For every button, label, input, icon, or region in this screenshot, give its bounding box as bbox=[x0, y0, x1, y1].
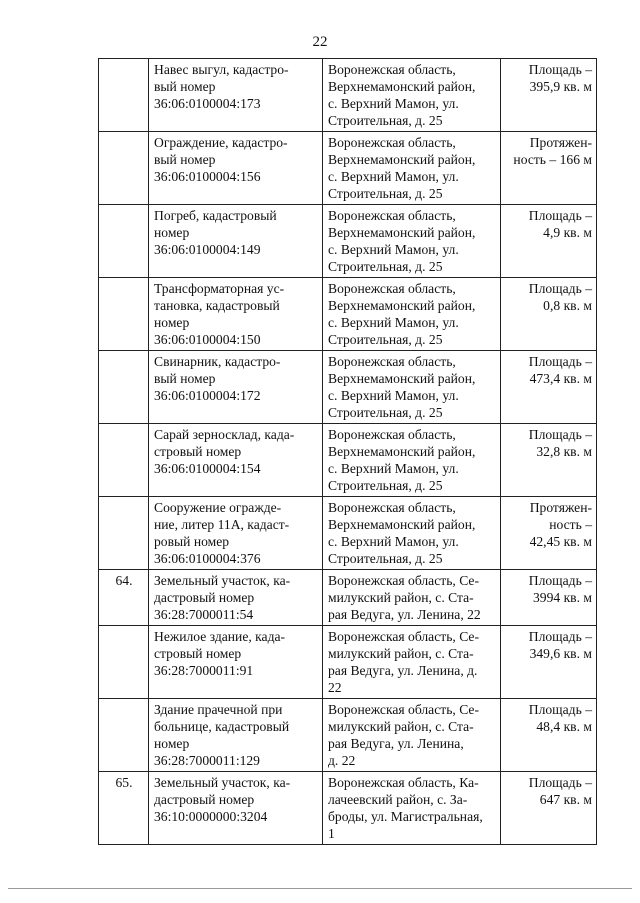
address-text: Воронежская область, Верхнемамонский район, с. Верхний Мамон, ул. Строительная, д. 25 bbox=[328, 500, 476, 566]
address-text: Воронежская область, Се- милукский район, с. Ста- рая Ведуга, ул. Ленина, 22 bbox=[328, 573, 481, 622]
address-cell bbox=[323, 772, 501, 845]
address-cell bbox=[323, 497, 501, 570]
object-name-text: Нежилое здание, када- стровый номер 36:28:7000011:91 bbox=[154, 629, 286, 678]
area-cell bbox=[501, 132, 597, 205]
row-number-cell bbox=[99, 59, 149, 132]
object-name-text: Свинарник, кадастро- вый номер 36:06:0100004:172 bbox=[154, 354, 281, 403]
object-name-cell bbox=[149, 424, 323, 497]
row-number-cell bbox=[99, 424, 149, 497]
row-number-cell bbox=[99, 772, 149, 845]
row-number-cell bbox=[99, 351, 149, 424]
table-row bbox=[99, 278, 597, 351]
area-cell bbox=[501, 497, 597, 570]
address-cell bbox=[323, 570, 501, 626]
area-cell bbox=[501, 626, 597, 699]
address-cell bbox=[323, 205, 501, 278]
area-text: Площадь – 3994 кв. м bbox=[528, 573, 592, 605]
address-text: Воронежская область, Се- милукский район, с. Ста- рая Ведуга, ул. Ленина, д. 22 bbox=[328, 702, 479, 768]
address-text: Воронежская область, Верхнемамонский район, с. Верхний Мамон, ул. Строительная, д. 25 bbox=[328, 62, 476, 128]
address-cell bbox=[323, 699, 501, 772]
table-row bbox=[99, 570, 597, 626]
object-name-text: Здание прачечной при больнице, кадастровый номер 36:28:7000011:129 bbox=[154, 702, 290, 768]
address-cell bbox=[323, 59, 501, 132]
row-number-cell bbox=[99, 699, 149, 772]
page-bottom-rule bbox=[8, 888, 632, 889]
address-cell bbox=[323, 351, 501, 424]
area-cell bbox=[501, 772, 597, 845]
row-number-cell bbox=[99, 497, 149, 570]
object-name-text: Ограждение, кадастро- вый номер 36:06:0100004:156 bbox=[154, 135, 288, 184]
area-cell bbox=[501, 351, 597, 424]
area-cell bbox=[501, 205, 597, 278]
row-number-cell bbox=[99, 570, 149, 626]
address-text: Воронежская область, Верхнемамонский район, с. Верхний Мамон, ул. Строительная, д. 25 bbox=[328, 427, 476, 493]
object-name-cell bbox=[149, 699, 323, 772]
row-number-cell bbox=[99, 205, 149, 278]
area-text: Протяжен- ность – 42,45 кв. м bbox=[529, 500, 592, 549]
area-text: Площадь – 395,9 кв. м bbox=[528, 62, 592, 94]
row-number-cell bbox=[99, 278, 149, 351]
object-name-cell bbox=[149, 205, 323, 278]
object-name-cell bbox=[149, 570, 323, 626]
table-row bbox=[99, 132, 597, 205]
object-name-cell bbox=[149, 772, 323, 845]
address-cell bbox=[323, 626, 501, 699]
object-name-text: Погреб, кадастровый номер 36:06:0100004:149 bbox=[154, 208, 277, 257]
table-body bbox=[99, 59, 597, 845]
table-row bbox=[99, 351, 597, 424]
object-name-cell bbox=[149, 626, 323, 699]
area-text: Площадь – 647 кв. м bbox=[528, 775, 592, 807]
table-row bbox=[99, 626, 597, 699]
address-cell bbox=[323, 278, 501, 351]
object-name-text: Сарай зерносклад, када- стровый номер 36:06:0100004:154 bbox=[154, 427, 295, 476]
area-text: Площадь – 349,6 кв. м bbox=[528, 629, 592, 661]
row-number-text: 64. bbox=[115, 573, 133, 588]
object-name-text: Сооружение огражде- ние, литер 11А, кадаст- ровый номер 36:06:0100004:376 bbox=[154, 500, 290, 566]
area-text: Площадь – 0,8 кв. м bbox=[528, 281, 592, 313]
address-text: Воронежская область, Верхнемамонский район, с. Верхний Мамон, ул. Строительная, д. 25 bbox=[328, 354, 476, 420]
object-name-text: Земельный участок, ка- дастровый номер 36:10:0000000:3204 bbox=[154, 775, 291, 824]
address-text: Воронежская область, Верхнемамонский район, с. Верхний Мамон, ул. Строительная, д. 25 bbox=[328, 281, 476, 347]
area-text: Площадь – 4,9 кв. м bbox=[528, 208, 592, 240]
area-cell bbox=[501, 424, 597, 497]
address-cell bbox=[323, 424, 501, 497]
object-name-cell bbox=[149, 59, 323, 132]
area-text: Площадь – 32,8 кв. м bbox=[528, 427, 592, 459]
address-text: Воронежская область, Ка- лачеевский район, с. За- броды, ул. Магистральная, 1 bbox=[328, 775, 483, 841]
table-row bbox=[99, 699, 597, 772]
table-row bbox=[99, 59, 597, 132]
page-number: 22 bbox=[312, 34, 328, 50]
object-name-text: Трансформаторная ус- тановка, кадастровый номер 36:06:0100004:150 bbox=[154, 281, 285, 347]
row-number-cell bbox=[99, 626, 149, 699]
area-cell bbox=[501, 278, 597, 351]
table-row bbox=[99, 497, 597, 570]
address-text: Воронежская область, Верхнемамонский район, с. Верхний Мамон, ул. Строительная, д. 25 bbox=[328, 135, 476, 201]
area-cell bbox=[501, 59, 597, 132]
area-cell bbox=[501, 570, 597, 626]
object-name-cell bbox=[149, 351, 323, 424]
row-number-cell bbox=[99, 132, 149, 205]
table-row bbox=[99, 205, 597, 278]
area-text: Площадь – 48,4 кв. м bbox=[528, 702, 592, 734]
object-name-text: Земельный участок, ка- дастровый номер 36:28:7000011:54 bbox=[154, 573, 291, 622]
table-row bbox=[99, 424, 597, 497]
address-cell bbox=[323, 132, 501, 205]
area-text: Площадь – 473,4 кв. м bbox=[528, 354, 592, 386]
area-cell bbox=[501, 699, 597, 772]
object-name-cell bbox=[149, 497, 323, 570]
object-name-cell bbox=[149, 278, 323, 351]
property-table bbox=[98, 58, 597, 845]
address-text: Воронежская область, Се- милукский район, с. Ста- рая Ведуга, ул. Ленина, д. 22 bbox=[328, 629, 479, 695]
object-name-cell bbox=[149, 132, 323, 205]
object-name-text: Навес выгул, кадастро- вый номер 36:06:0100004:173 bbox=[154, 62, 289, 111]
area-text: Протяжен- ность – 166 м bbox=[513, 135, 592, 167]
table-row bbox=[99, 772, 597, 845]
address-text: Воронежская область, Верхнемамонский район, с. Верхний Мамон, ул. Строительная, д. 25 bbox=[328, 208, 476, 274]
row-number-text: 65. bbox=[115, 775, 133, 790]
